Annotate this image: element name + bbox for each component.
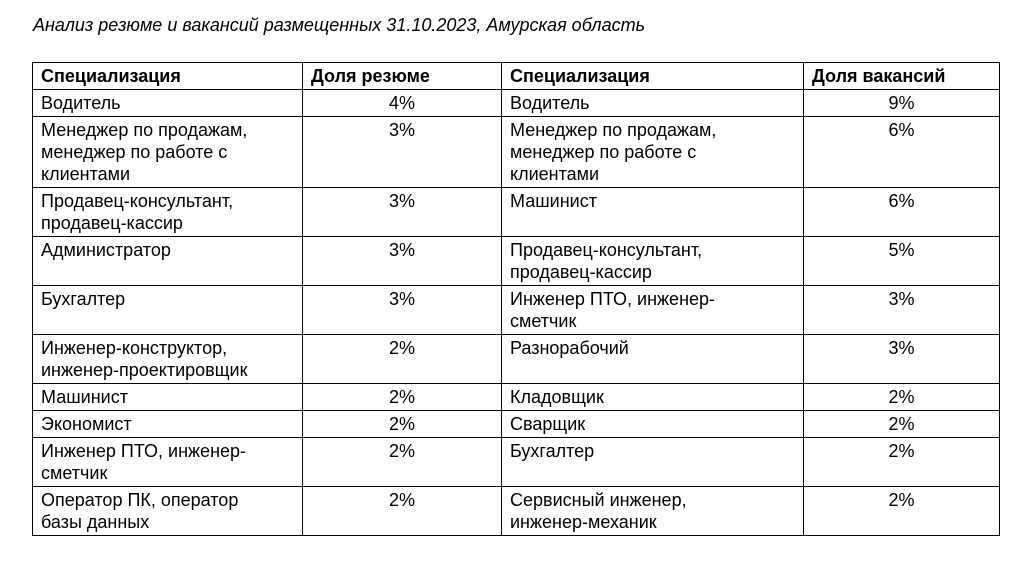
resume-specialization-cell-line: Продавец-консультант, [41, 191, 234, 211]
vacancy-specialization-cell-line: Инженер ПТО, инженер- [510, 289, 716, 309]
resume-specialization-cell-line: Машинист [41, 387, 128, 407]
resume-specialization-cell-line: Администратор [41, 240, 171, 260]
resume-specialization-cell [33, 188, 303, 237]
resume-specialization-cell [33, 90, 303, 117]
vacancy-specialization-cell [502, 384, 804, 411]
resume-vacancy-table [32, 62, 1000, 536]
resume-specialization-cell [33, 335, 303, 384]
table-row [33, 90, 1000, 117]
table-row [33, 188, 1000, 237]
resume-share-cell: 2% [303, 411, 502, 438]
document-title: Анализ резюме и вакансий размещенных 31.10.2023, Амурская область [33, 15, 646, 35]
vacancy-share-cell: 6% [804, 117, 1000, 188]
resume-share-cell: 2% [303, 487, 502, 536]
resume-specialization-cell-line: Инженер ПТО, инженер- [41, 441, 247, 461]
vacancy-specialization-cell-line: менеджер по работе с [510, 142, 697, 162]
vacancy-specialization-cell-line: сметчик [510, 311, 577, 331]
resume-share-cell: 3% [303, 237, 502, 286]
resume-share-cell: 4% [303, 90, 502, 117]
resume-specialization-cell-line: инженер-проектировщик [41, 360, 248, 380]
resume-specialization-cell-line: Инженер-конструктор, [41, 338, 228, 358]
table-row [33, 487, 1000, 536]
resume-specialization-cell-line: менеджер по работе с [41, 142, 228, 162]
resume-share-cell: 3% [303, 117, 502, 188]
vacancy-share-cell: 2% [804, 487, 1000, 536]
vacancy-specialization-cell [502, 90, 804, 117]
resume-specialization-cell [33, 286, 303, 335]
resume-specialization-cell-line: Оператор ПК, оператор [41, 490, 239, 510]
table-row [33, 117, 1000, 188]
table-row [33, 335, 1000, 384]
vacancy-specialization-cell-line: Сервисный инженер, [510, 490, 687, 510]
resume-specialization-cell [33, 487, 303, 536]
vacancy-specialization-cell-line: клиентами [510, 164, 600, 184]
vacancy-specialization-cell-line: Водитель [510, 93, 590, 113]
vacancy-specialization-cell-line: инженер-механик [510, 512, 657, 532]
resume-specialization-cell [33, 438, 303, 487]
vacancy-specialization-cell-line: Разнорабочий [510, 338, 629, 358]
vacancy-share-cell: 5% [804, 237, 1000, 286]
resume-specialization-cell-line: продавец-кассир [41, 213, 183, 233]
vacancy-share-cell: 9% [804, 90, 1000, 117]
header-resume-specialization: Специализация [33, 63, 303, 90]
vacancy-specialization-cell [502, 286, 804, 335]
vacancy-share-cell: 2% [804, 411, 1000, 438]
vacancy-specialization-cell [502, 411, 804, 438]
vacancy-specialization-cell-line: Менеджер по продажам, [510, 120, 717, 140]
resume-specialization-cell [33, 117, 303, 188]
vacancy-specialization-cell-line: Сварщик [510, 414, 586, 434]
vacancy-share-cell: 6% [804, 188, 1000, 237]
vacancy-specialization-cell [502, 487, 804, 536]
vacancy-share-cell: 3% [804, 335, 1000, 384]
vacancy-specialization-cell-line: Машинист [510, 191, 597, 211]
table-body [33, 90, 1000, 536]
vacancy-specialization-cell [502, 188, 804, 237]
resume-specialization-cell-line: сметчик [41, 463, 108, 483]
vacancy-share-cell: 3% [804, 286, 1000, 335]
vacancy-specialization-cell-line: Кладовщик [510, 387, 604, 407]
resume-share-cell: 3% [303, 286, 502, 335]
table-row [33, 237, 1000, 286]
vacancy-specialization-cell [502, 438, 804, 487]
vacancy-specialization-cell-line: продавец-кассир [510, 262, 652, 282]
vacancy-specialization-cell [502, 117, 804, 188]
vacancy-specialization-cell-line: Бухгалтер [510, 441, 595, 461]
table-row [33, 438, 1000, 487]
resume-specialization-cell-line: Экономист [41, 414, 132, 434]
table-row [33, 384, 1000, 411]
vacancy-share-cell: 2% [804, 438, 1000, 487]
header-vacancy-share: Доля вакансий [804, 63, 1000, 90]
resume-specialization-cell-line: базы данных [41, 512, 150, 532]
header-resume-share: Доля резюме [303, 63, 502, 90]
resume-share-cell: 3% [303, 188, 502, 237]
resume-specialization-cell-line: Бухгалтер [41, 289, 126, 309]
table-row [33, 411, 1000, 438]
vacancy-specialization-cell [502, 335, 804, 384]
resume-specialization-cell [33, 237, 303, 286]
resume-specialization-cell-line: Менеджер по продажам, [41, 120, 248, 140]
vacancy-share-cell: 2% [804, 384, 1000, 411]
table-row [33, 286, 1000, 335]
resume-specialization-cell-line: клиентами [41, 164, 131, 184]
resume-share-cell: 2% [303, 335, 502, 384]
resume-specialization-cell [33, 411, 303, 438]
vacancy-specialization-cell [502, 237, 804, 286]
resume-share-cell: 2% [303, 438, 502, 487]
table-header-row [33, 63, 1000, 90]
resume-specialization-cell-line: Водитель [41, 93, 121, 113]
resume-share-cell: 2% [303, 384, 502, 411]
header-vacancy-specialization: Специализация [502, 63, 804, 90]
vacancy-specialization-cell-line: Продавец-консультант, [510, 240, 703, 260]
resume-specialization-cell [33, 384, 303, 411]
